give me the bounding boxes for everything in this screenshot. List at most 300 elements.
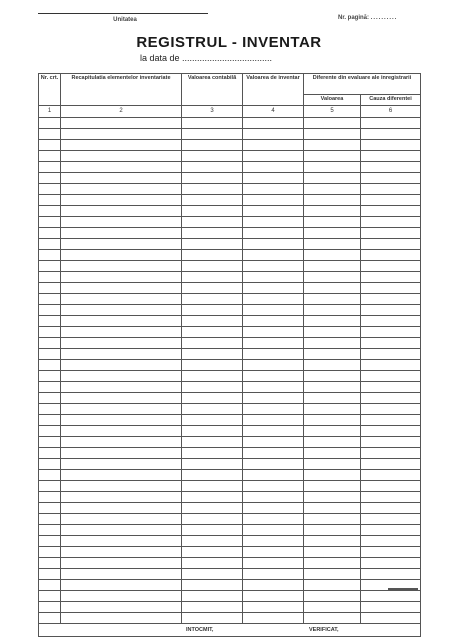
table-cell[interactable] — [304, 338, 361, 349]
table-cell[interactable] — [61, 536, 182, 547]
table-cell[interactable] — [361, 151, 421, 162]
table-cell[interactable] — [39, 470, 61, 481]
table-cell[interactable] — [61, 272, 182, 283]
table-cell[interactable] — [361, 404, 421, 415]
table-cell[interactable] — [361, 371, 421, 382]
table-cell[interactable] — [61, 569, 182, 580]
table-cell[interactable] — [243, 382, 304, 393]
table-cell[interactable] — [61, 228, 182, 239]
table-cell[interactable] — [39, 613, 61, 624]
table-cell[interactable] — [39, 525, 61, 536]
table-cell[interactable] — [61, 162, 182, 173]
table-cell[interactable] — [61, 239, 182, 250]
table-row — [39, 206, 421, 217]
table-cell[interactable] — [243, 503, 304, 514]
table-cell[interactable] — [243, 283, 304, 294]
table-cell[interactable] — [182, 140, 243, 151]
table-cell[interactable] — [361, 184, 421, 195]
table-row — [39, 382, 421, 393]
table-cell[interactable] — [182, 437, 243, 448]
compiled-by-label: INTOCMIT, — [186, 627, 214, 633]
table-cell[interactable] — [361, 602, 421, 613]
table-cell[interactable] — [61, 591, 182, 602]
table-cell[interactable] — [361, 239, 421, 250]
column-number: 1 — [39, 106, 61, 118]
table-cell[interactable] — [182, 250, 243, 261]
table-cell[interactable] — [304, 272, 361, 283]
table-cell[interactable] — [304, 184, 361, 195]
table-cell[interactable] — [361, 415, 421, 426]
table-cell[interactable] — [361, 206, 421, 217]
table-cell[interactable] — [61, 305, 182, 316]
table-cell[interactable] — [361, 195, 421, 206]
table-cell[interactable] — [304, 360, 361, 371]
table-cell[interactable] — [182, 129, 243, 140]
table-cell[interactable] — [182, 261, 243, 272]
table-cell[interactable] — [361, 162, 421, 173]
table-cell[interactable] — [39, 580, 61, 591]
table-cell[interactable] — [61, 426, 182, 437]
table-cell[interactable] — [39, 316, 61, 327]
table-cell[interactable] — [61, 415, 182, 426]
table-cell[interactable] — [361, 569, 421, 580]
table-cell[interactable] — [243, 294, 304, 305]
table-cell[interactable] — [182, 327, 243, 338]
table-cell[interactable] — [39, 140, 61, 151]
table-cell[interactable] — [361, 272, 421, 283]
table-cell[interactable] — [61, 459, 182, 470]
table-cell[interactable] — [361, 525, 421, 536]
table-cell[interactable] — [182, 382, 243, 393]
table-cell[interactable] — [304, 217, 361, 228]
table-cell[interactable] — [61, 151, 182, 162]
table-cell[interactable] — [304, 162, 361, 173]
col-header-nr: Nr. crt. — [39, 74, 61, 106]
table-row — [39, 162, 421, 173]
table-cell[interactable] — [39, 239, 61, 250]
table-cell[interactable] — [61, 481, 182, 492]
table-cell[interactable] — [243, 151, 304, 162]
table-row — [39, 316, 421, 327]
table-cell[interactable] — [182, 470, 243, 481]
table-cell[interactable] — [243, 327, 304, 338]
table-cell[interactable] — [361, 481, 421, 492]
table-cell[interactable] — [304, 481, 361, 492]
table-cell[interactable] — [182, 360, 243, 371]
table-cell[interactable] — [243, 558, 304, 569]
table-cell[interactable] — [361, 426, 421, 437]
table-cell[interactable] — [182, 173, 243, 184]
table-cell[interactable] — [361, 547, 421, 558]
table-cell[interactable] — [61, 437, 182, 448]
table-cell[interactable] — [243, 239, 304, 250]
table-cell[interactable] — [61, 404, 182, 415]
table-cell[interactable] — [182, 371, 243, 382]
table-cell[interactable] — [182, 503, 243, 514]
table-cell[interactable] — [304, 371, 361, 382]
table-cell[interactable] — [304, 591, 361, 602]
table-cell[interactable] — [39, 129, 61, 140]
table-cell[interactable] — [39, 206, 61, 217]
table-row — [39, 195, 421, 206]
table-cell[interactable] — [61, 261, 182, 272]
table-cell[interactable] — [361, 591, 421, 602]
table-cell[interactable] — [182, 602, 243, 613]
table-cell[interactable] — [182, 272, 243, 283]
table-cell[interactable] — [361, 294, 421, 305]
table-cell[interactable] — [361, 283, 421, 294]
table-cell[interactable] — [361, 536, 421, 547]
table-cell[interactable] — [243, 613, 304, 624]
table-cell[interactable] — [361, 492, 421, 503]
table-cell[interactable] — [182, 481, 243, 492]
signature-row — [39, 624, 421, 637]
table-cell[interactable] — [361, 140, 421, 151]
table-cell[interactable] — [243, 470, 304, 481]
table-cell[interactable] — [182, 393, 243, 404]
table-cell[interactable] — [304, 206, 361, 217]
table-cell[interactable] — [182, 514, 243, 525]
table-cell[interactable] — [361, 503, 421, 514]
table-cell[interactable] — [61, 525, 182, 536]
col-subheader-cause: Cauza diferentei — [361, 95, 421, 106]
table-cell[interactable] — [243, 591, 304, 602]
table-cell[interactable] — [243, 349, 304, 360]
register-table — [38, 73, 421, 637]
table-cell[interactable] — [39, 514, 61, 525]
table-cell[interactable] — [361, 228, 421, 239]
table-cell[interactable] — [361, 437, 421, 448]
table-cell[interactable] — [61, 371, 182, 382]
table-cell[interactable] — [182, 316, 243, 327]
table-cell[interactable] — [182, 349, 243, 360]
table-cell[interactable] — [39, 602, 61, 613]
table-cell[interactable] — [39, 272, 61, 283]
table-cell[interactable] — [61, 613, 182, 624]
table-cell[interactable] — [361, 338, 421, 349]
table-cell[interactable] — [304, 349, 361, 360]
table-row — [39, 349, 421, 360]
table-cell[interactable] — [39, 261, 61, 272]
table-cell[interactable] — [243, 459, 304, 470]
table-cell[interactable] — [61, 217, 182, 228]
table-cell[interactable] — [304, 415, 361, 426]
table-cell[interactable] — [39, 338, 61, 349]
table-cell[interactable] — [61, 129, 182, 140]
table-cell[interactable] — [243, 514, 304, 525]
table-cell[interactable] — [182, 118, 243, 129]
table-cell[interactable] — [243, 602, 304, 613]
table-cell[interactable] — [304, 283, 361, 294]
table-cell[interactable] — [304, 470, 361, 481]
table-cell[interactable] — [182, 305, 243, 316]
table-cell[interactable] — [39, 305, 61, 316]
table-row — [39, 360, 421, 371]
table-cell[interactable] — [182, 184, 243, 195]
table-cell[interactable] — [361, 217, 421, 228]
table-cell[interactable] — [39, 283, 61, 294]
table-cell[interactable] — [61, 558, 182, 569]
table-cell[interactable] — [361, 393, 421, 404]
table-row — [39, 569, 421, 580]
table-row — [39, 217, 421, 228]
table-cell[interactable] — [61, 547, 182, 558]
table-cell[interactable] — [61, 503, 182, 514]
table-cell[interactable] — [304, 437, 361, 448]
table-cell[interactable] — [61, 360, 182, 371]
table-cell[interactable] — [39, 173, 61, 184]
table-cell[interactable] — [182, 415, 243, 426]
table-cell[interactable] — [243, 415, 304, 426]
table-cell[interactable] — [304, 261, 361, 272]
table-cell[interactable] — [304, 558, 361, 569]
table-cell[interactable] — [39, 327, 61, 338]
table-cell[interactable] — [361, 173, 421, 184]
table-cell[interactable] — [243, 261, 304, 272]
table-cell[interactable] — [61, 173, 182, 184]
table-row — [39, 404, 421, 415]
table-cell[interactable] — [243, 371, 304, 382]
table-cell[interactable] — [39, 195, 61, 206]
table-cell[interactable] — [304, 195, 361, 206]
table-cell[interactable] — [39, 448, 61, 459]
table-cell[interactable] — [361, 360, 421, 371]
table-cell[interactable] — [61, 470, 182, 481]
table-cell[interactable] — [61, 294, 182, 305]
table-cell[interactable] — [39, 228, 61, 239]
table-cell[interactable] — [304, 118, 361, 129]
table-cell[interactable] — [304, 503, 361, 514]
table-cell[interactable] — [39, 349, 61, 360]
table-cell[interactable] — [243, 129, 304, 140]
table-cell[interactable] — [243, 404, 304, 415]
table-cell[interactable] — [182, 569, 243, 580]
column-number: 4 — [243, 106, 304, 118]
table-cell[interactable] — [243, 217, 304, 228]
table-cell[interactable] — [182, 580, 243, 591]
table-cell[interactable] — [243, 338, 304, 349]
table-cell[interactable] — [61, 250, 182, 261]
table-cell[interactable] — [304, 173, 361, 184]
table-cell[interactable] — [39, 558, 61, 569]
table-cell[interactable] — [61, 580, 182, 591]
table-cell[interactable] — [243, 173, 304, 184]
table-cell[interactable] — [361, 459, 421, 470]
table-cell[interactable] — [304, 239, 361, 250]
table-cell[interactable] — [243, 448, 304, 459]
table-cell[interactable] — [304, 525, 361, 536]
table-cell[interactable] — [361, 305, 421, 316]
table-cell[interactable] — [61, 349, 182, 360]
table-cell[interactable] — [61, 184, 182, 195]
table-cell[interactable] — [39, 415, 61, 426]
table-cell[interactable] — [61, 393, 182, 404]
table-cell[interactable] — [243, 569, 304, 580]
table-cell[interactable] — [39, 481, 61, 492]
table-cell[interactable] — [304, 514, 361, 525]
table-cell[interactable] — [243, 437, 304, 448]
table-cell[interactable] — [39, 547, 61, 558]
table-cell[interactable] — [361, 129, 421, 140]
table-cell[interactable] — [182, 536, 243, 547]
table-cell[interactable] — [361, 613, 421, 624]
table-cell[interactable] — [182, 239, 243, 250]
table-cell[interactable] — [243, 547, 304, 558]
table-cell[interactable] — [182, 404, 243, 415]
table-cell[interactable] — [39, 591, 61, 602]
table-cell[interactable] — [182, 151, 243, 162]
table-cell[interactable] — [243, 525, 304, 536]
table-cell[interactable] — [304, 382, 361, 393]
table-cell[interactable] — [39, 217, 61, 228]
table-cell[interactable] — [243, 195, 304, 206]
table-row — [39, 514, 421, 525]
table-cell[interactable] — [39, 118, 61, 129]
table-cell[interactable] — [61, 316, 182, 327]
table-cell[interactable] — [243, 184, 304, 195]
table-cell[interactable] — [182, 294, 243, 305]
table-cell[interactable] — [39, 250, 61, 261]
table-cell[interactable] — [182, 459, 243, 470]
table-cell[interactable] — [39, 371, 61, 382]
table-cell[interactable] — [182, 217, 243, 228]
table-cell[interactable] — [304, 492, 361, 503]
table-cell[interactable] — [61, 206, 182, 217]
table-cell[interactable] — [182, 283, 243, 294]
table-cell[interactable] — [61, 118, 182, 129]
table-cell[interactable] — [304, 327, 361, 338]
table-cell[interactable] — [39, 404, 61, 415]
table-cell[interactable] — [361, 382, 421, 393]
table-cell[interactable] — [304, 305, 361, 316]
table-cell[interactable] — [39, 184, 61, 195]
table-cell[interactable] — [182, 426, 243, 437]
table-cell[interactable] — [61, 338, 182, 349]
table-cell[interactable] — [243, 316, 304, 327]
table-cell[interactable] — [243, 272, 304, 283]
table-cell[interactable] — [39, 360, 61, 371]
table-cell[interactable] — [304, 151, 361, 162]
table-cell[interactable] — [243, 162, 304, 173]
table-cell[interactable] — [39, 536, 61, 547]
table-cell[interactable] — [61, 195, 182, 206]
table-cell[interactable] — [243, 250, 304, 261]
table-cell[interactable] — [304, 140, 361, 151]
table-cell[interactable] — [361, 514, 421, 525]
table-cell[interactable] — [361, 118, 421, 129]
table-cell[interactable] — [304, 129, 361, 140]
table-cell[interactable] — [304, 448, 361, 459]
table-cell[interactable] — [39, 459, 61, 470]
table-cell[interactable] — [182, 525, 243, 536]
table-cell[interactable] — [182, 338, 243, 349]
table-cell[interactable] — [243, 580, 304, 591]
table-cell[interactable] — [304, 316, 361, 327]
table-cell[interactable] — [304, 602, 361, 613]
table-cell[interactable] — [361, 316, 421, 327]
table-cell[interactable] — [39, 151, 61, 162]
table-cell[interactable] — [39, 492, 61, 503]
table-cell[interactable] — [182, 547, 243, 558]
table-cell[interactable] — [61, 382, 182, 393]
table-cell[interactable] — [361, 448, 421, 459]
table-cell[interactable] — [304, 294, 361, 305]
table-cell[interactable] — [304, 547, 361, 558]
table-cell[interactable] — [182, 558, 243, 569]
table-cell[interactable] — [61, 492, 182, 503]
table-cell[interactable] — [304, 569, 361, 580]
table-cell[interactable] — [182, 448, 243, 459]
table-cell[interactable] — [39, 426, 61, 437]
table-cell[interactable] — [304, 426, 361, 437]
table-cell[interactable] — [61, 602, 182, 613]
table-cell[interactable] — [361, 327, 421, 338]
table-row — [39, 294, 421, 305]
table-cell[interactable] — [182, 206, 243, 217]
table-cell[interactable] — [243, 492, 304, 503]
table-cell[interactable] — [182, 591, 243, 602]
table-cell[interactable] — [61, 448, 182, 459]
table-cell[interactable] — [182, 228, 243, 239]
table-cell[interactable] — [61, 140, 182, 151]
table-cell[interactable] — [361, 558, 421, 569]
table-row — [39, 613, 421, 624]
table-cell[interactable] — [304, 393, 361, 404]
table-cell[interactable] — [243, 481, 304, 492]
table-cell[interactable] — [243, 118, 304, 129]
table-row — [39, 536, 421, 547]
table-cell[interactable] — [243, 393, 304, 404]
table-cell[interactable] — [304, 228, 361, 239]
table-cell[interactable] — [243, 360, 304, 371]
table-cell[interactable] — [304, 404, 361, 415]
table-cell[interactable] — [182, 613, 243, 624]
table-cell[interactable] — [182, 162, 243, 173]
table-cell[interactable] — [182, 195, 243, 206]
col-header-inventory-value: Valoarea de inventar — [243, 74, 304, 106]
table-cell[interactable] — [39, 294, 61, 305]
table-cell[interactable] — [39, 503, 61, 514]
table-cell[interactable] — [243, 426, 304, 437]
table-cell[interactable] — [182, 492, 243, 503]
table-cell[interactable] — [361, 349, 421, 360]
table-row — [39, 481, 421, 492]
table-cell[interactable] — [243, 140, 304, 151]
table-cell[interactable] — [304, 613, 361, 624]
table-cell[interactable] — [243, 305, 304, 316]
table-cell[interactable] — [361, 250, 421, 261]
table-cell[interactable] — [361, 470, 421, 481]
table-row — [39, 448, 421, 459]
table-cell[interactable] — [243, 536, 304, 547]
table-cell[interactable] — [304, 536, 361, 547]
table-cell[interactable] — [304, 580, 361, 591]
table-cell[interactable] — [304, 250, 361, 261]
table-cell[interactable] — [243, 206, 304, 217]
table-cell[interactable] — [39, 382, 61, 393]
table-cell[interactable] — [61, 514, 182, 525]
table-cell[interactable] — [361, 261, 421, 272]
table-cell[interactable] — [39, 162, 61, 173]
table-cell[interactable] — [61, 327, 182, 338]
table-cell[interactable] — [39, 393, 61, 404]
col-header-differences: Diferente din evaluare ale inregistrarii — [304, 74, 421, 95]
table-cell[interactable] — [243, 228, 304, 239]
table-cell[interactable] — [39, 569, 61, 580]
table-cell[interactable] — [61, 283, 182, 294]
table-cell[interactable] — [304, 459, 361, 470]
table-cell[interactable] — [39, 437, 61, 448]
